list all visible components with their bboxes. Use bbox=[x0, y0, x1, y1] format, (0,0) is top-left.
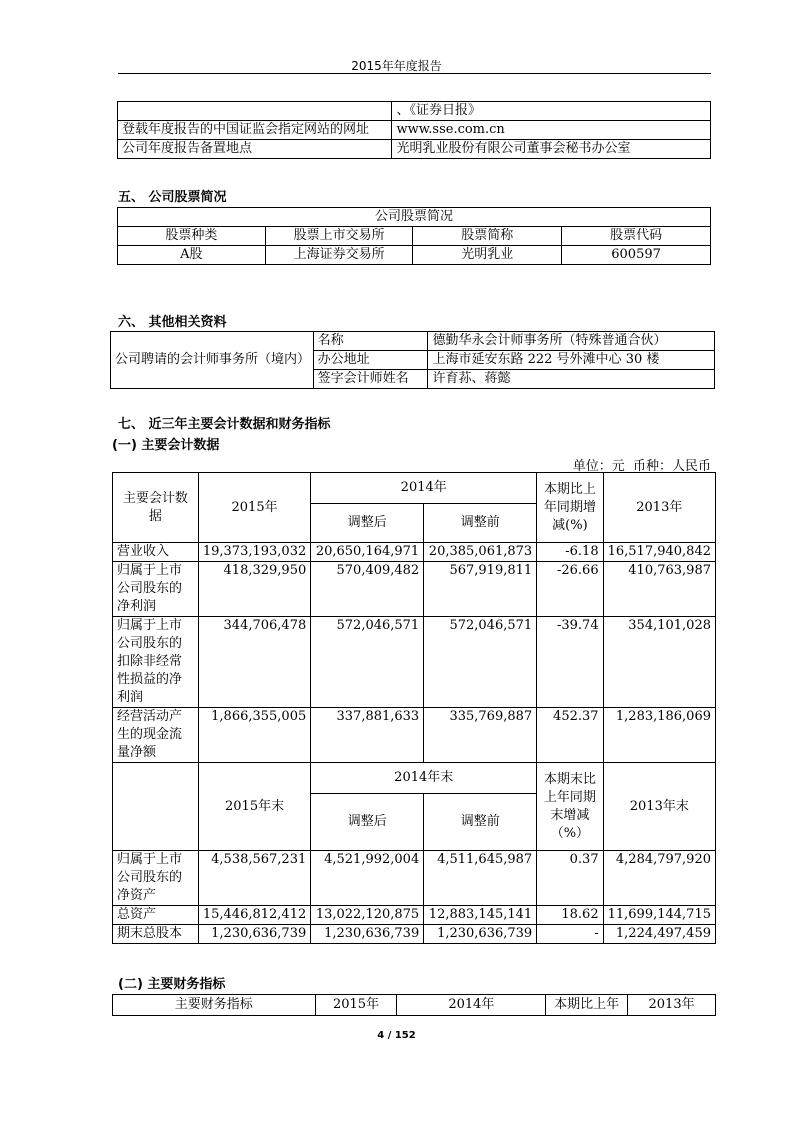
value-change: - bbox=[537, 925, 603, 944]
section-5-heading: 五、 公司股票简况 bbox=[118, 190, 227, 205]
value-2014-before: 572,046,571 bbox=[424, 617, 537, 708]
table-header-row bbox=[113, 995, 716, 1016]
auditor-label: 公司聘请的会计师事务所（境内） bbox=[111, 332, 314, 389]
value-2014-adjusted: 20,650,164,971 bbox=[311, 543, 424, 562]
row-label: 归属于上市公司股东的净资产 bbox=[113, 851, 199, 906]
value-2013: 11,699,144,715 bbox=[603, 906, 715, 925]
value-2015: 15,446,812,412 bbox=[198, 906, 310, 925]
table-row bbox=[118, 246, 711, 265]
value-2015: 4,538,567,231 bbox=[198, 851, 310, 906]
header-before: 调整前 bbox=[424, 794, 537, 851]
page-number: 4 / 152 bbox=[377, 1030, 416, 1041]
value-2015: 1,230,636,739 bbox=[198, 925, 310, 944]
row-label: 归属于上市公司股东的扣除非经常性损益的净利润 bbox=[113, 617, 199, 708]
auditor-key: 办公地址 bbox=[313, 351, 428, 370]
header-adjusted: 调整后 bbox=[311, 504, 424, 543]
header-divider bbox=[118, 73, 711, 74]
table-row bbox=[113, 851, 716, 906]
page-header-title: 2015年年度报告 bbox=[351, 59, 442, 73]
stock-table bbox=[117, 207, 711, 265]
header-2015: 2015年 bbox=[198, 473, 310, 543]
header-2013-end: 2013年末 bbox=[603, 763, 715, 851]
value-change: -6.18 bbox=[537, 543, 603, 562]
value-2014-before: 335,769,887 bbox=[424, 708, 537, 763]
info-value: www.sse.com.cn bbox=[392, 121, 711, 140]
stock-type: A股 bbox=[118, 246, 266, 265]
subsection-1-heading: (一) 主要会计数据 bbox=[112, 438, 220, 453]
header-change-end: 本期末比上年同期末增减（%） bbox=[537, 763, 603, 851]
table-row bbox=[113, 562, 716, 617]
row-label: 期末总股本 bbox=[113, 925, 199, 944]
column-header: 股票种类 bbox=[118, 227, 266, 246]
header-blank bbox=[113, 763, 199, 851]
value-2014-adjusted: 337,881,633 bbox=[311, 708, 424, 763]
value-2015: 344,706,478 bbox=[198, 617, 310, 708]
column-header: 2015年 bbox=[315, 995, 397, 1016]
table-row bbox=[113, 543, 716, 562]
table-row bbox=[111, 332, 715, 351]
value-2015: 1,866,355,005 bbox=[198, 708, 310, 763]
table-row bbox=[113, 708, 716, 763]
row-label: 营业收入 bbox=[113, 543, 199, 562]
value-2014-before: 4,511,645,987 bbox=[424, 851, 537, 906]
column-header: 股票简称 bbox=[413, 227, 562, 246]
column-header: 股票上市交易所 bbox=[265, 227, 413, 246]
value-change: 452.37 bbox=[537, 708, 603, 763]
auditor-table bbox=[110, 331, 715, 389]
header-change: 本期比上年同期增减(%) bbox=[537, 473, 603, 543]
value-change: 0.37 bbox=[537, 851, 603, 906]
table-row bbox=[118, 121, 711, 140]
column-header: 2013年 bbox=[628, 995, 716, 1016]
info-label bbox=[118, 102, 392, 121]
value-2015: 19,373,193,032 bbox=[198, 543, 310, 562]
report-info-table bbox=[117, 101, 711, 159]
table-row bbox=[118, 102, 711, 121]
section-7-heading: 七、 近三年主要会计数据和财务指标 bbox=[118, 417, 331, 432]
value-2013: 1,224,497,459 bbox=[603, 925, 715, 944]
column-header: 本期比上年 bbox=[546, 995, 628, 1016]
value-2013: 410,763,987 bbox=[603, 562, 715, 617]
value-change: 18.62 bbox=[537, 906, 603, 925]
subsection-2-heading: (二) 主要财务指标 bbox=[118, 977, 226, 992]
value-2013: 4,284,797,920 bbox=[603, 851, 715, 906]
accounting-data-table bbox=[112, 472, 716, 944]
auditor-value: 德勤华永会计师事务所（特殊普通合伙） bbox=[428, 332, 715, 351]
info-label: 登载年度报告的中国证监会指定网站的网址 bbox=[118, 121, 392, 140]
value-2013: 354,101,028 bbox=[603, 617, 715, 708]
header-2015-end: 2015年末 bbox=[198, 763, 310, 851]
table-row bbox=[113, 617, 716, 708]
table-row bbox=[118, 140, 711, 159]
header-2013: 2013年 bbox=[603, 473, 715, 543]
auditor-value: 许育荪、蒋懿 bbox=[428, 370, 715, 389]
value-2013: 16,517,940,842 bbox=[603, 543, 715, 562]
value-2014-adjusted: 572,046,571 bbox=[311, 617, 424, 708]
value-change: -39.74 bbox=[537, 617, 603, 708]
info-value: 、《证券日报》 bbox=[392, 102, 711, 121]
column-header: 股票代码 bbox=[562, 227, 711, 246]
value-2014-before: 20,385,061,873 bbox=[424, 543, 537, 562]
financial-indicators-table bbox=[112, 994, 716, 1016]
table-row bbox=[113, 925, 716, 944]
stock-name: 光明乳业 bbox=[413, 246, 562, 265]
value-2013: 1,283,186,069 bbox=[603, 708, 715, 763]
header-2014: 2014年 bbox=[311, 473, 537, 504]
auditor-key: 签字会计师姓名 bbox=[313, 370, 428, 389]
table-header-row bbox=[113, 763, 716, 794]
row-label: 总资产 bbox=[113, 906, 199, 925]
unit-note: 单位：元 币种：人民币 bbox=[572, 459, 711, 474]
stock-code: 600597 bbox=[562, 246, 711, 265]
table-header-row bbox=[113, 473, 716, 504]
value-2014-adjusted: 4,521,992,004 bbox=[311, 851, 424, 906]
value-change: -26.66 bbox=[537, 562, 603, 617]
header-adjusted: 调整后 bbox=[311, 794, 424, 851]
column-header: 2014年 bbox=[397, 995, 546, 1016]
value-2015: 418,329,950 bbox=[198, 562, 310, 617]
value-2014-adjusted: 570,409,482 bbox=[311, 562, 424, 617]
stock-table-title: 公司股票简况 bbox=[118, 208, 711, 227]
stock-exchange: 上海证券交易所 bbox=[265, 246, 413, 265]
info-value: 光明乳业股份有限公司董事会秘书办公室 bbox=[392, 140, 711, 159]
value-2014-adjusted: 13,022,120,875 bbox=[311, 906, 424, 925]
info-label: 公司年度报告备置地点 bbox=[118, 140, 392, 159]
row-label: 经营活动产生的现金流量净额 bbox=[113, 708, 199, 763]
value-2014-before: 1,230,636,739 bbox=[424, 925, 537, 944]
auditor-value: 上海市延安东路 222 号外滩中心 30 楼 bbox=[428, 351, 715, 370]
value-2014-before: 567,919,811 bbox=[424, 562, 537, 617]
header-item: 主要会计数据 bbox=[113, 473, 199, 543]
column-header: 主要财务指标 bbox=[113, 995, 316, 1016]
header-2014-end: 2014年末 bbox=[311, 763, 537, 794]
value-2014-adjusted: 1,230,636,739 bbox=[311, 925, 424, 944]
table-header-row bbox=[118, 227, 711, 246]
value-2014-before: 12,883,145,141 bbox=[424, 906, 537, 925]
header-before: 调整前 bbox=[424, 504, 537, 543]
row-label: 归属于上市公司股东的净利润 bbox=[113, 562, 199, 617]
table-row bbox=[113, 906, 716, 925]
auditor-key: 名称 bbox=[313, 332, 428, 351]
section-6-heading: 六、 其他相关资料 bbox=[118, 315, 227, 330]
